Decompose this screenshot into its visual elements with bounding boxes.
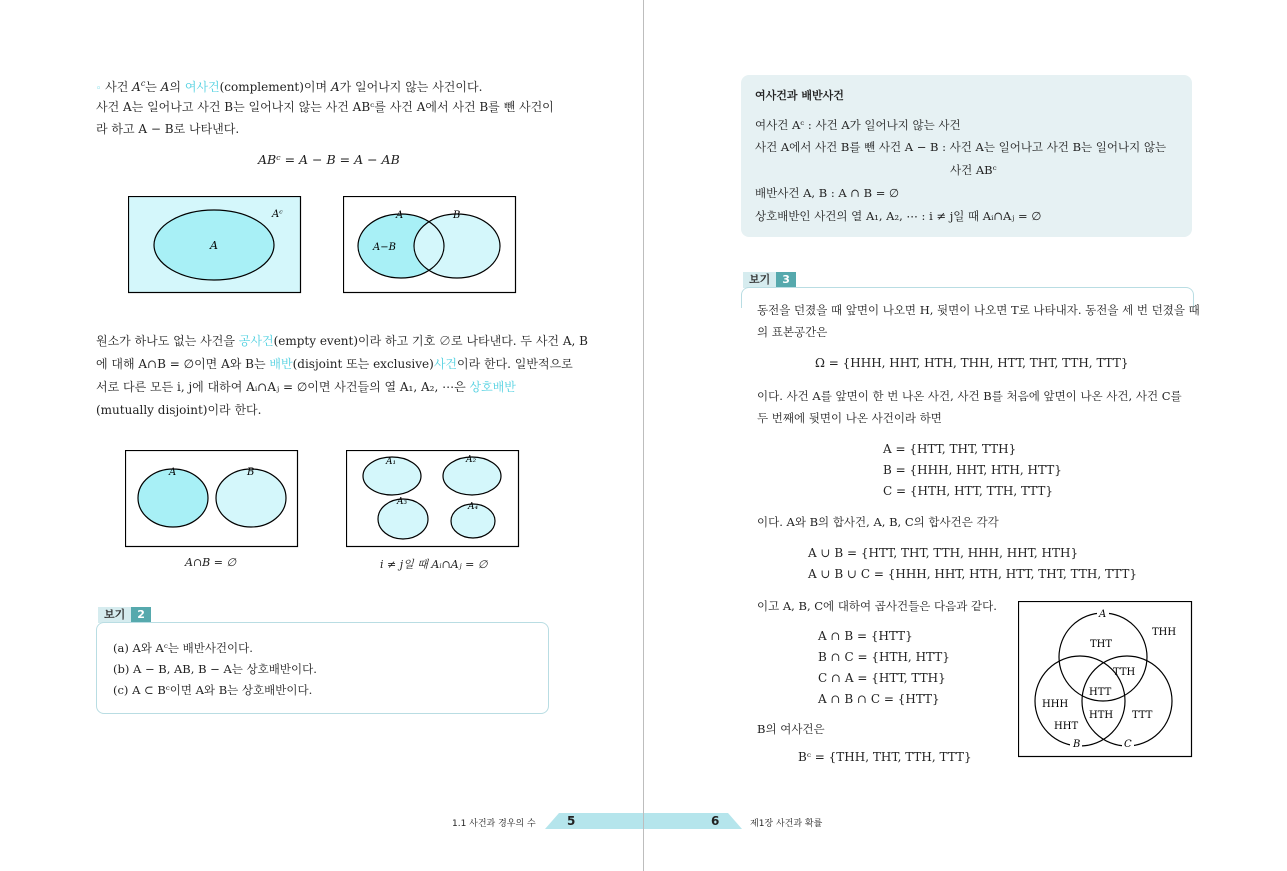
venn-label-a: A [1099,609,1107,620]
venn-region-hhh: HHH [1042,699,1069,710]
venn4-label-a1: A₁ [386,457,397,467]
venn1-label-ac: Aᶜ [272,209,283,220]
right-footer-bar [644,813,742,829]
venn-region-hht: HHT [1054,721,1079,732]
venn3-caption: A∩B = ∅ [185,556,237,569]
venn-label-c: C [1124,739,1132,750]
complement-b-formula: Bᶜ = {THH, THT, TTH, TTT} [798,750,972,764]
complement-definition: ◦ 사건 $A^c$는 A의 여사건(complement)이며 A가 일어나지 않는 사건이다. [96,79,483,94]
venn-region-htt: HTT [1089,687,1112,698]
summary-line-disjoint: 배반사건 A, B : A ∩ B = ∅ [755,186,900,200]
union-abc: A ∪ B ∪ C = {HHH, HHT, HTH, HTT, THT, TTH, TTT} [808,567,1138,581]
mutually-disjoint-line3: 서로 다른 모든 i, j에 대하여 Aᵢ∩Aⱼ = ∅이면 사건들의 열 A₁, A₂, ⋯은 상호배반 [96,380,516,394]
venn-three-sets-diagram [1018,601,1193,758]
venn-region-thh: THH [1152,627,1177,638]
venn4-label-a2: A₂ [466,455,477,465]
term-complement: 여사건 [184,80,220,94]
venn1-label-a: A [210,239,218,252]
term-mutually-disjoint: 상호배반 [469,380,516,394]
example3-events-line1: 이다. 사건 A를 앞면이 한 번 나온 사건, 사건 B를 처음에 앞면이 나온 사건, 사건 C를 [757,389,1182,403]
venn4-label-a4: A₄ [468,502,479,512]
term-empty-event: 공사건 [238,334,274,348]
book-spine [643,0,644,871]
complement-b-intro: B의 여사건은 [757,722,825,736]
venn-disjoint-diagram [125,450,299,548]
example2-item-b: (b) A − B, AB, B − A는 상호배반이다. [113,662,317,676]
example2-header: 보기 2 [98,607,151,623]
venn4-caption: i ≠ j일 때 Aᵢ∩Aⱼ = ∅ [380,558,488,571]
venn2-label-ab: A−B [373,242,396,253]
set-a: A = {HTT, THT, TTH} [883,442,1017,456]
left-footer-bar [545,813,643,829]
difference-definition-line2: 라 하고 A − B로 나타낸다. [96,122,240,136]
venn-mutually-disjoint-diagram [346,450,520,548]
difference-definition-line1: 사건 A는 일어나고 사건 B는 일어나지 않는 사건 ABᶜ를 사건 A에서 사건 B를 뺀 사건이 [96,100,554,114]
venn2-label-a: A [396,210,404,221]
summary-title: 여사건과 배반사건 [755,89,844,102]
example3-intro-line2: 의 표본공간은 [757,325,828,339]
left-footer-section: 1.1 사건과 경우의 수 [452,819,536,829]
venn4-label-a3: A₃ [397,497,408,507]
example3-intro-line1: 동전을 던졌을 때 앞면이 나오면 H, 뒷면이 나오면 T로 나타내자. 동전을 세 번 던졌을 때 [757,303,1200,317]
union-intro: 이다. A와 B의 합사건, A, B, C의 합사건은 각각 [757,515,999,529]
example2-item-a: (a) A와 Aᶜ는 배반사건이다. [113,641,253,655]
set-c: C = {HTH, HTT, TTH, TTT} [883,484,1054,498]
venn-difference-diagram [343,196,517,294]
right-page-number: 6 [711,814,720,828]
difference-formula: ABᶜ = A − B = A − AB [258,152,400,167]
empty-event-line1: 원소가 하나도 없는 사건을 공사건(empty event)이라 하고 기호 ∅로 나타낸다. 두 사건 A, B [96,334,588,348]
venn-label-b: B [1073,739,1081,750]
venn-region-tth: TTH [1113,667,1136,678]
example3-events-line2: 두 번째에 뒷면이 나온 사건이라 하면 [757,411,942,425]
sample-space-formula: Ω = {HHH, HHT, HTH, THH, HTT, THT, TTH, TTT} [815,356,1129,370]
summary-line-mutually-disjoint: 상호배반인 사건의 열 A₁, A₂, ⋯ : i ≠ j일 때 Aᵢ∩Aⱼ = ∅ [755,209,1042,223]
example2-item-c: (c) A ⊂ Bᶜ이면 A와 B는 상호배반이다. [113,683,313,697]
right-footer-chapter: 제1장 사건과 확률 [750,819,823,829]
venn3-label-b: B [247,467,255,478]
intersection-ca: C ∩ A = {HTT, TTH} [818,671,946,685]
venn3-label-a: A [169,467,177,478]
intersection-intro: 이고 A, B, C에 대하여 곱사건들은 다음과 같다. [757,599,997,613]
summary-line-difference-cont: 사건 ABᶜ [950,163,997,177]
union-ab: A ∪ B = {HTT, THT, TTH, HHH, HHT, HTH} [808,546,1079,560]
venn2-label-b: B [453,210,461,221]
summary-line-difference: 사건 A에서 사건 B를 뺀 사건 A − B : 사건 A는 일어나고 사건 B는 일어나지 않는 [755,140,1167,154]
disjoint-line2: 에 대해 A∩B = ∅이면 A와 B는 배반(disjoint 또는 exclusive)사건이라 한다. 일반적으로 [96,357,573,371]
term-disjoint: 배반 [269,357,293,371]
set-b: B = {HHH, HHT, HTH, HTT} [883,463,1062,477]
venn-complement-diagram [128,196,302,294]
venn-region-hth: HTH [1089,710,1114,721]
mutually-disjoint-line4: (mutually disjoint)이라 한다. [96,403,262,417]
left-page-number: 5 [567,814,576,828]
summary-line-complement: 여사건 Aᶜ : 사건 A가 일어나지 않는 사건 [755,118,961,132]
example3-header: 보기 3 [743,272,796,288]
intersection-ab: A ∩ B = {HTT} [818,629,913,643]
intersection-bc: B ∩ C = {HTH, HTT} [818,650,950,664]
venn-region-ttt: TTT [1132,710,1153,721]
venn-region-tht: THT [1090,639,1113,650]
intersection-abc: A ∩ B ∩ C = {HTT} [818,692,940,706]
